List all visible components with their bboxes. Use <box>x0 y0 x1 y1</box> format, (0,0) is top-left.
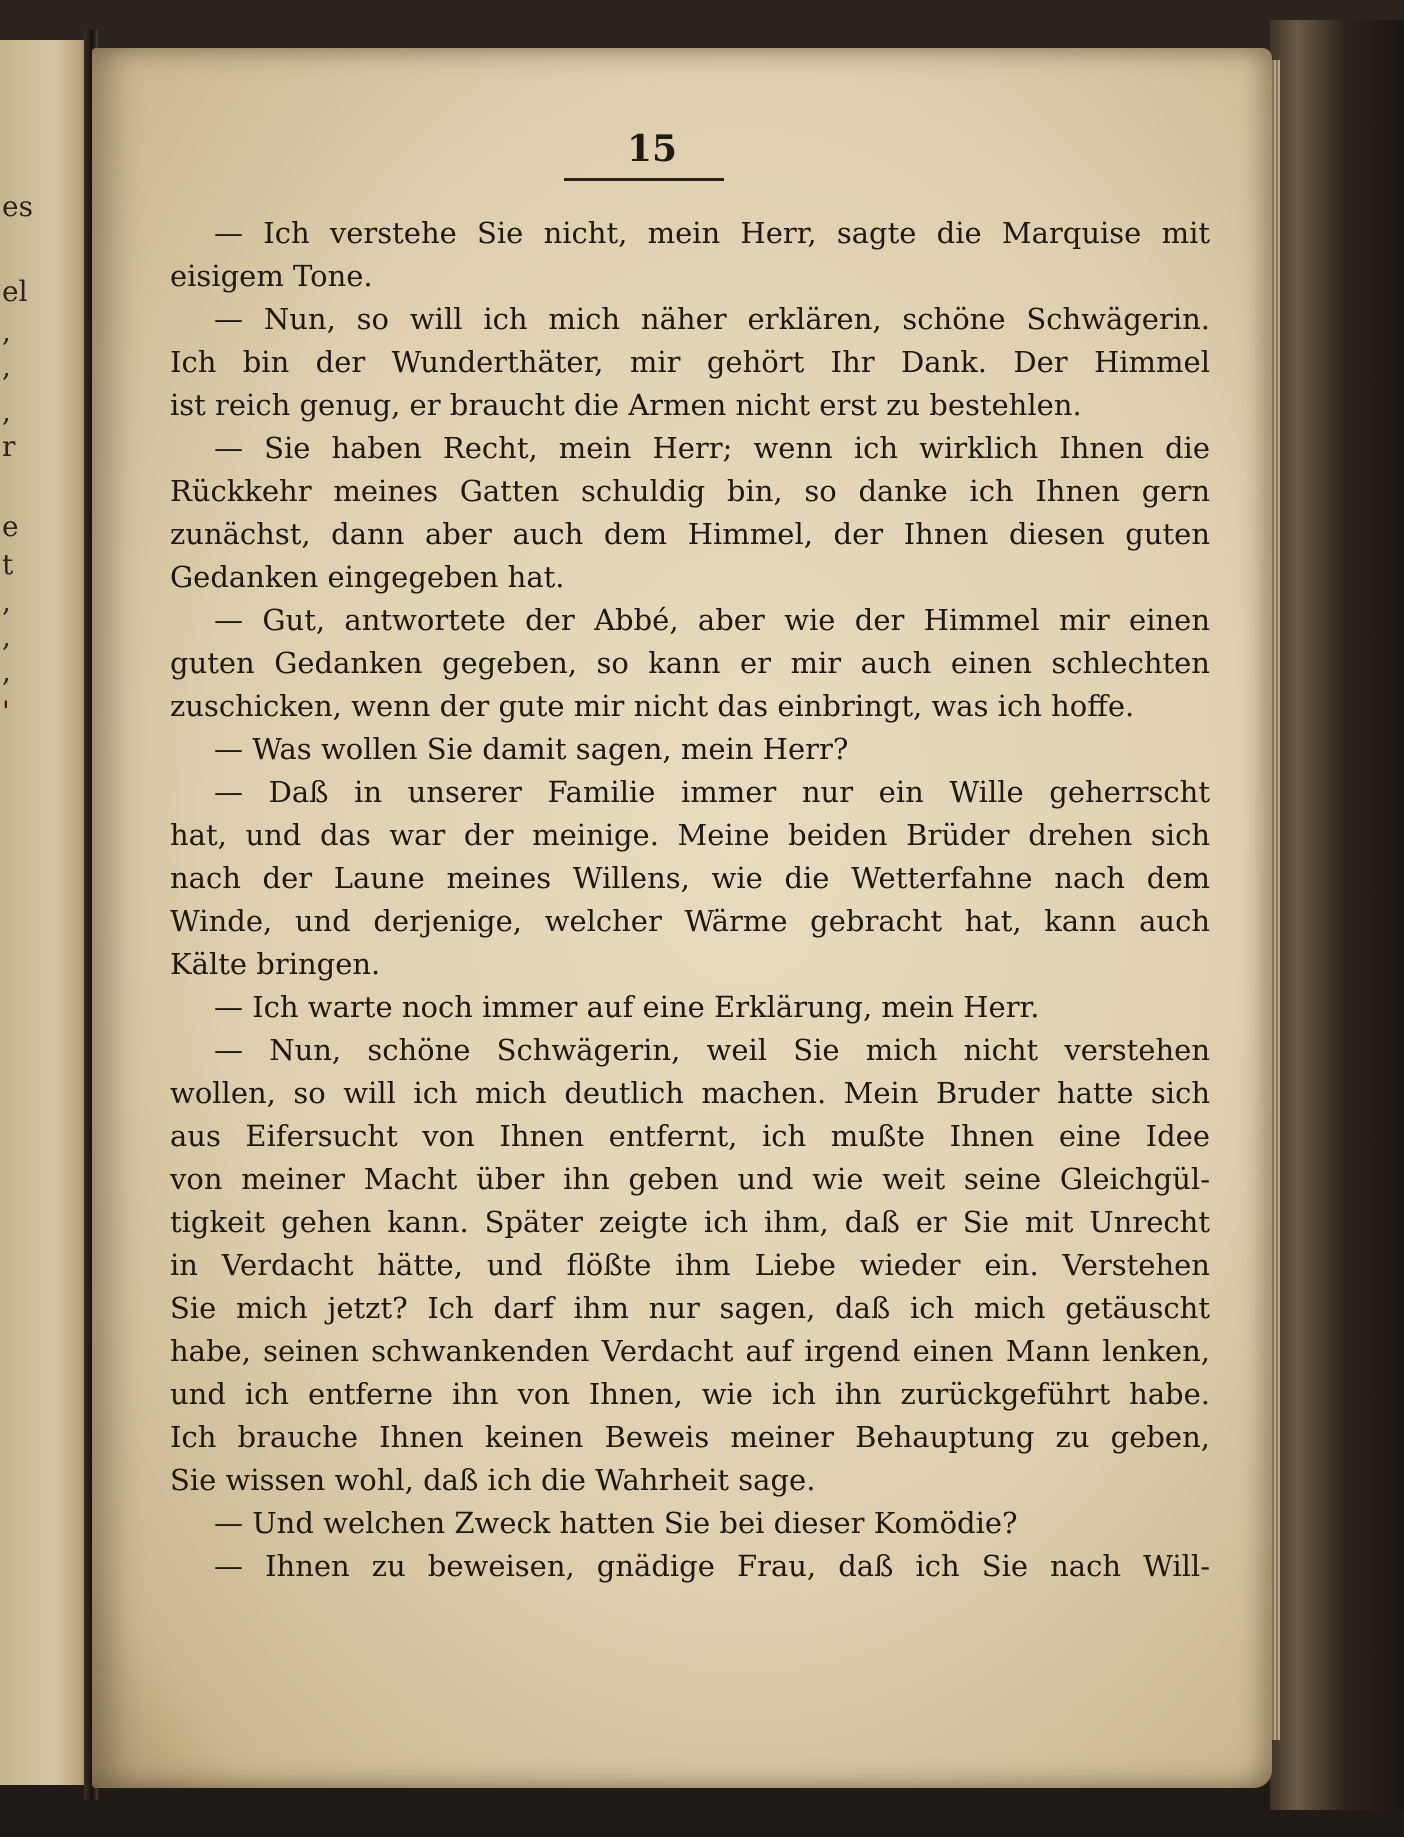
text-line: habe, seinen schwankenden Verdacht auf irgend einen Mann lenken, <box>170 1334 1210 1368</box>
text-line: — Ich warte noch immer auf eine Erklärung, mein Herr. <box>214 990 1040 1024</box>
page-number: 15 <box>626 128 678 170</box>
text-line: tigkeit gehen kann. Später zeigte ich ihm, daß er Sie mit Unrecht <box>170 1205 1210 1239</box>
text-line: von meiner Macht über ihn geben und wie weit seine Gleichgül- <box>170 1162 1210 1196</box>
text-line: Kälte bringen. <box>170 947 381 981</box>
left-page-fragment: el <box>2 275 28 308</box>
left-page-fragment: t <box>2 548 14 581</box>
text-line: — Ihnen zu beweisen, gnädige Frau, daß ich Sie nach Will- <box>214 1549 1210 1583</box>
book-cover-edge <box>1270 20 1404 1810</box>
text-line: — Daß in unserer Familie immer nur ein Wille geherrscht <box>214 775 1210 809</box>
left-page-fragment: e <box>2 510 19 543</box>
left-page-fragment: , <box>2 620 11 653</box>
text-line: hat, und das war der meinige. Meine beiden Brüder drehen sich <box>170 818 1210 852</box>
book-page <box>92 48 1272 1788</box>
text-line: — Nun, schöne Schwägerin, weil Sie mich nicht verstehen <box>214 1033 1210 1067</box>
text-line: Ich brauche Ihnen keinen Beweis meiner Behauptung zu geben, <box>170 1420 1210 1454</box>
text-line: Ich bin der Wunderthäter, mir gehört Ihr Dank. Der Himmel <box>170 345 1210 379</box>
left-page-fragment: , <box>2 315 11 348</box>
left-page-fragment: r <box>2 430 16 463</box>
text-line: — Ich verstehe Sie nicht, mein Herr, sagte die Marquise mit <box>214 216 1210 250</box>
text-line: — Gut, antwortete der Abbé, aber wie der Himmel mir einen <box>214 603 1210 637</box>
text-line: Sie wissen wohl, daß ich die Wahrheit sage. <box>170 1463 816 1497</box>
text-line: Gedanken eingegeben hat. <box>170 560 565 594</box>
text-line: und ich entferne ihn von Ihnen, wie ich ihn zurückgeführt habe. <box>170 1377 1210 1411</box>
text-line: — Und welchen Zweck hatten Sie bei dieser Komödie? <box>214 1506 1018 1540</box>
text-line: eisigem Tone. <box>170 259 373 293</box>
text-line: Sie mich jetzt? Ich darf ihm nur sagen, daß ich mich getäuscht <box>170 1291 1210 1325</box>
text-line: nach der Laune meines Willens, wie die Wetterfahne nach dem <box>170 861 1210 895</box>
left-page-fragment: ' <box>2 695 10 728</box>
text-line: ist reich genug, er braucht die Armen nicht erst zu bestehlen. <box>170 388 1082 422</box>
text-line: zunächst, dann aber auch dem Himmel, der Ihnen diesen guten <box>170 517 1210 551</box>
left-page-fragment: , <box>2 655 11 688</box>
text-line: in Verdacht hätte, und flößte ihm Liebe wieder ein. Verstehen <box>170 1248 1210 1282</box>
left-page-edge <box>0 40 92 1785</box>
text-line: zuschicken, wenn der gute mir nicht das einbringt, was ich hoffe. <box>170 689 1135 723</box>
page-text <box>170 212 1210 1588</box>
text-line: aus Eifersucht von Ihnen entfernt, ich mußte Ihnen eine Idee <box>170 1119 1210 1153</box>
page-number-rule <box>564 178 724 181</box>
left-page-fragment: , <box>2 395 11 428</box>
text-line: Winde, und derjenige, welcher Wärme gebracht hat, kann auch <box>170 904 1210 938</box>
left-page-fragment: es <box>2 190 33 223</box>
text-line: wollen, so will ich mich deutlich machen. Mein Bruder hatte sich <box>170 1076 1210 1110</box>
text-line: — Sie haben Recht, mein Herr; wenn ich wirklich Ihnen die <box>214 431 1210 465</box>
left-page-fragment: , <box>2 350 11 383</box>
text-line: — Was wollen Sie damit sagen, mein Herr? <box>214 732 849 766</box>
text-line: Rückkehr meines Gatten schuldig bin, so danke ich Ihnen gern <box>170 474 1210 508</box>
text-line: guten Gedanken gegeben, so kann er mir auch einen schlechten <box>170 646 1210 680</box>
left-page-fragment: , <box>2 585 11 618</box>
text-line: — Nun, so will ich mich näher erklären, schöne Schwägerin. <box>214 302 1210 336</box>
